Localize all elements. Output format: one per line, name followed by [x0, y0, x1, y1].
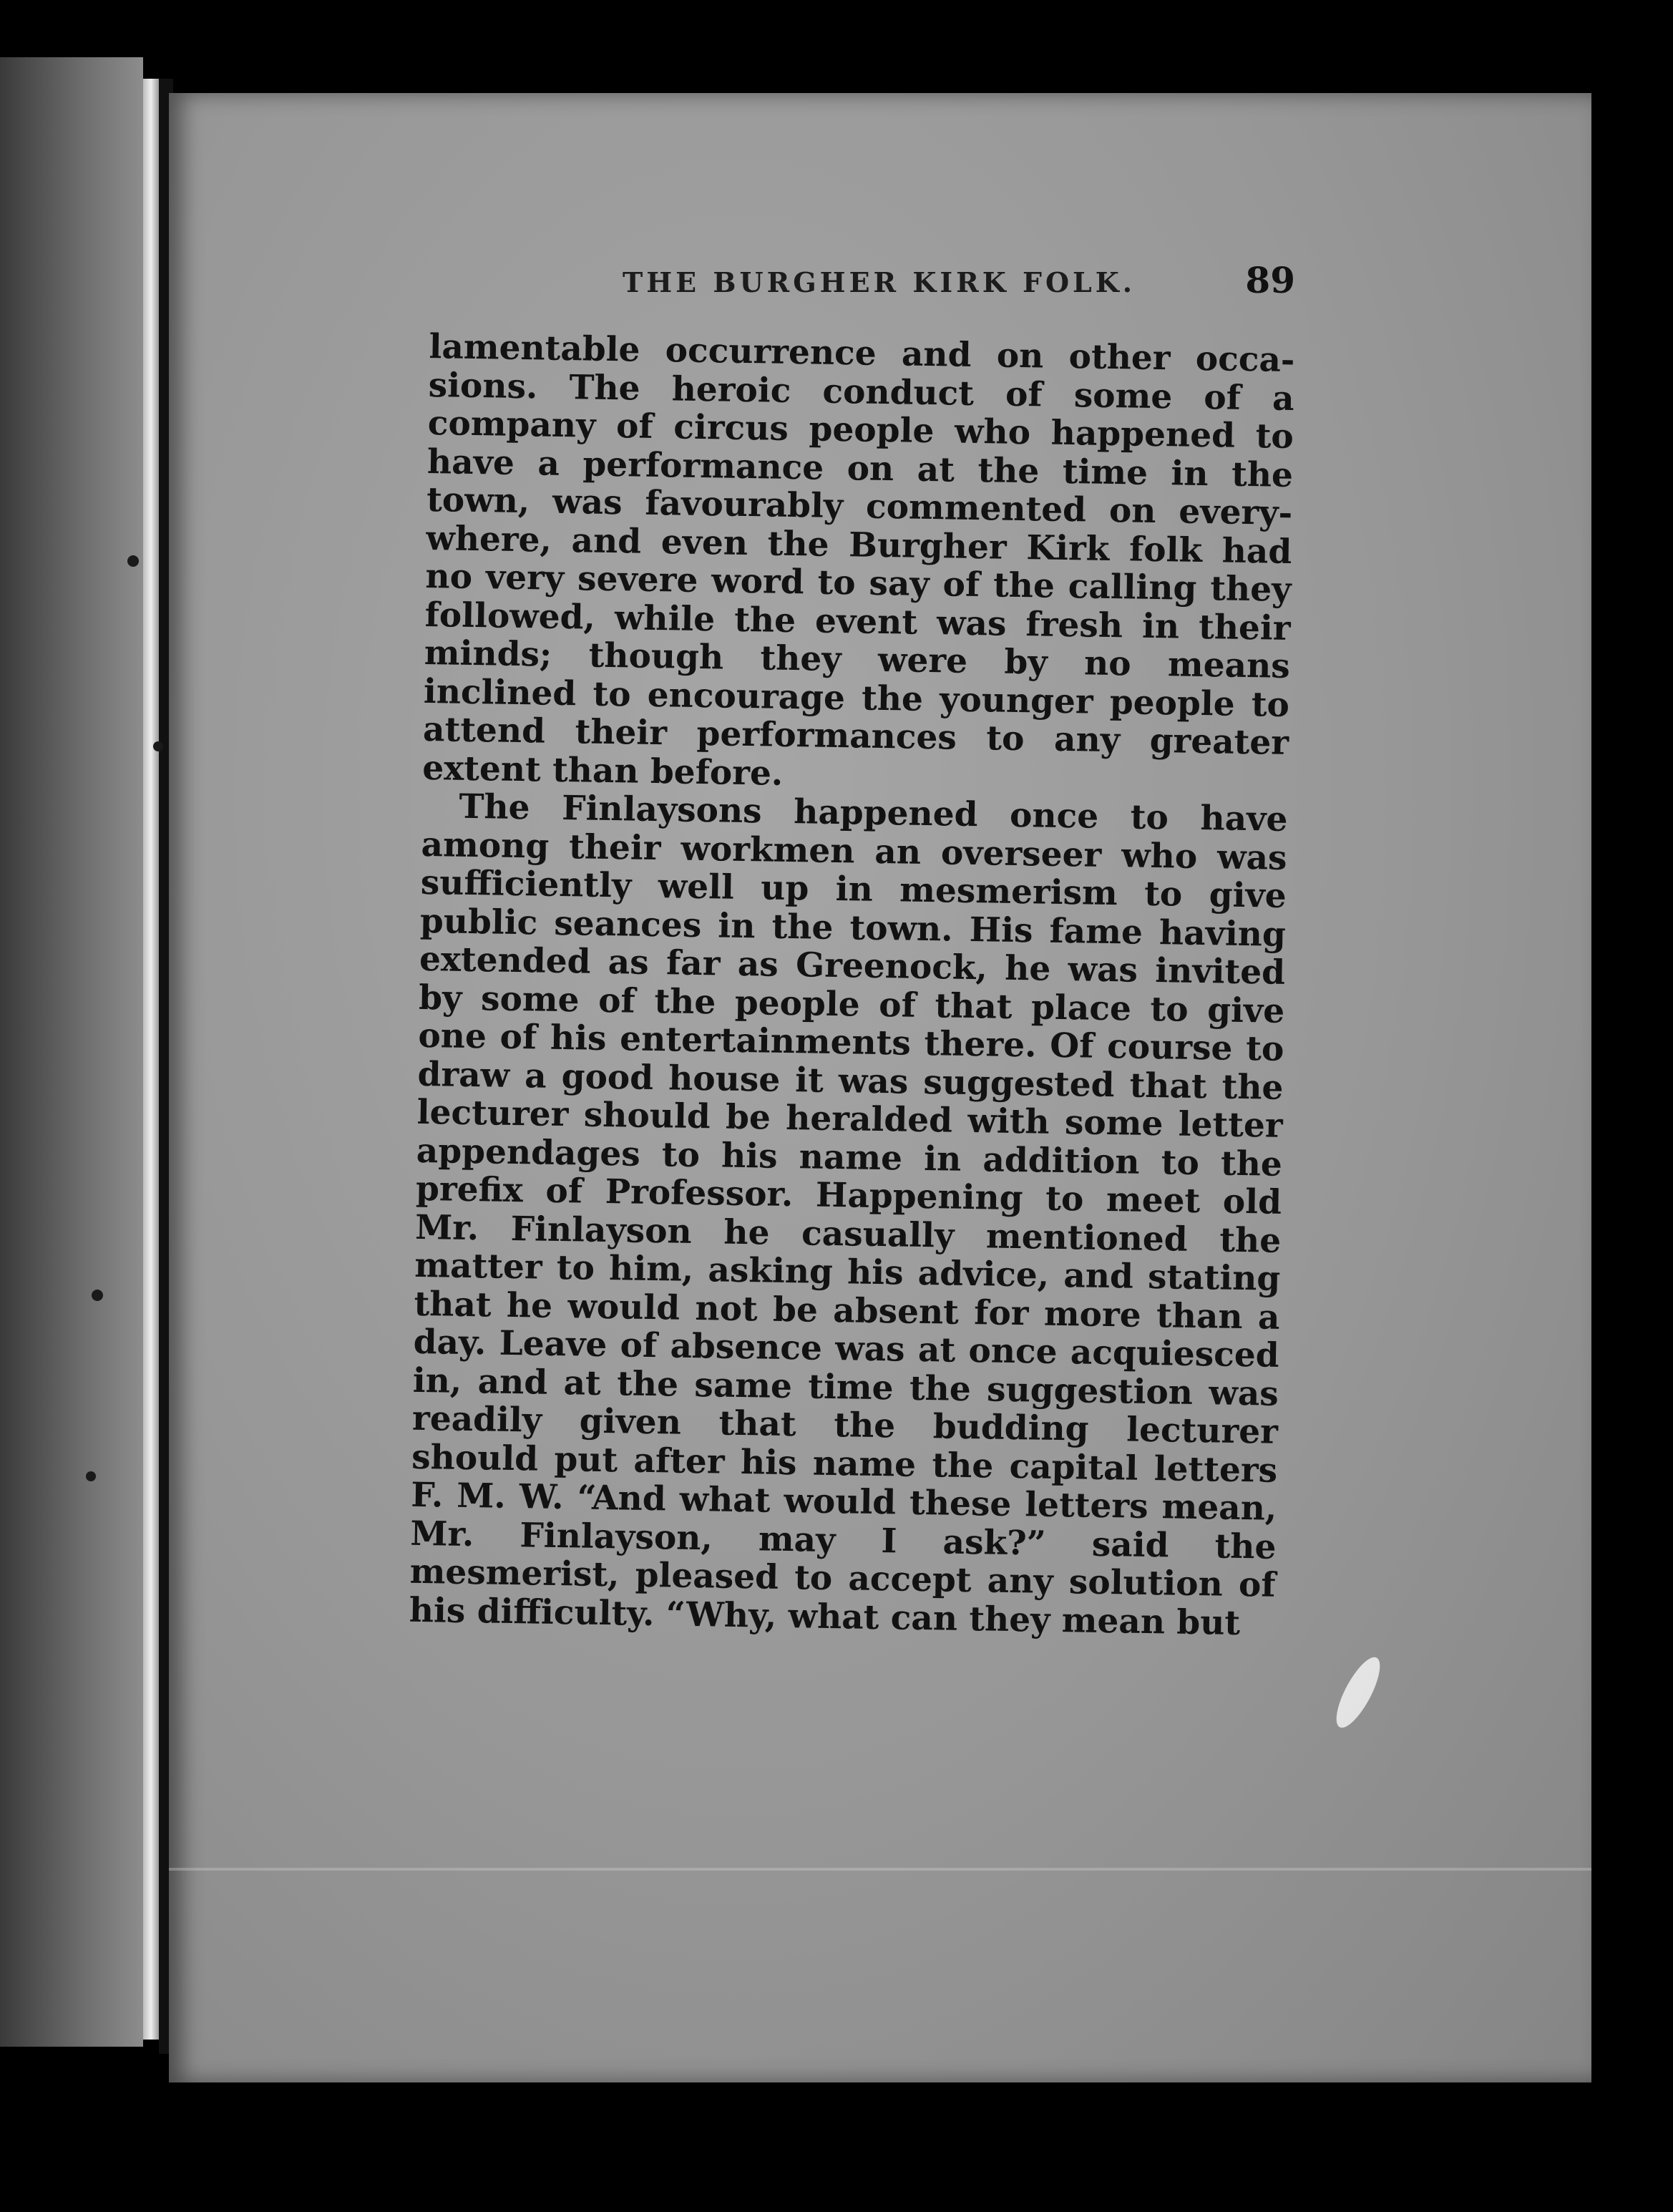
paragraph-finlaysons: The Finlaysons happened once to have among their workmen an overseer who was sufficiently well up in mesmerism to give public seances in the town. His fame having extended as far as Greenock, he was invited by some of the people of that place to give one of his entertainments there. Of course to draw a good house it was suggested that the lecturer should be heralded with some letter appendages to his name in addition to the prefix of Professor. Happening to meet old Mr. Finlayson he casually mentioned the matter to him, asking his advice, and stating that he would not be absent for more than a day. Leave of absence was at once acquiesced in, and at the same time the suggestion was readily given that the budding lecturer should put after his name the capital letters F. M. W. “And what would these letters mean, Mr. Finlayson, may I ask?” said the mesmerist, pleased to accept any solution of his difficulty. “Why, what can they mean but [409, 786, 1288, 1643]
body-text [409, 328, 1294, 1643]
page-crease [169, 1868, 1591, 1871]
margin-dot [153, 741, 163, 751]
paragraph-continued: lamentable occurrence and on other occasions. The heroic conduct of some of a company of circus people who happened to have a performance on at the time in the town, was favourably commented on everywhere, and even the Burgher Kirk folk had no very severe word to say of the calling they followed, while the event was fresh in their minds; though they were by no means inclined to encourage the younger people to attend their performances to any greater extent than before. [421, 327, 1295, 794]
running-head [458, 259, 1295, 309]
page-number: 89 [1245, 259, 1295, 301]
left-page-edge [0, 57, 143, 2047]
margin-dot [92, 1290, 103, 1301]
page-gutter-edge [143, 79, 159, 2040]
margin-dot [86, 1471, 96, 1481]
margin-dot [127, 555, 139, 567]
running-head-title: THE BURGHER KIRK FOLK. [623, 266, 1136, 298]
